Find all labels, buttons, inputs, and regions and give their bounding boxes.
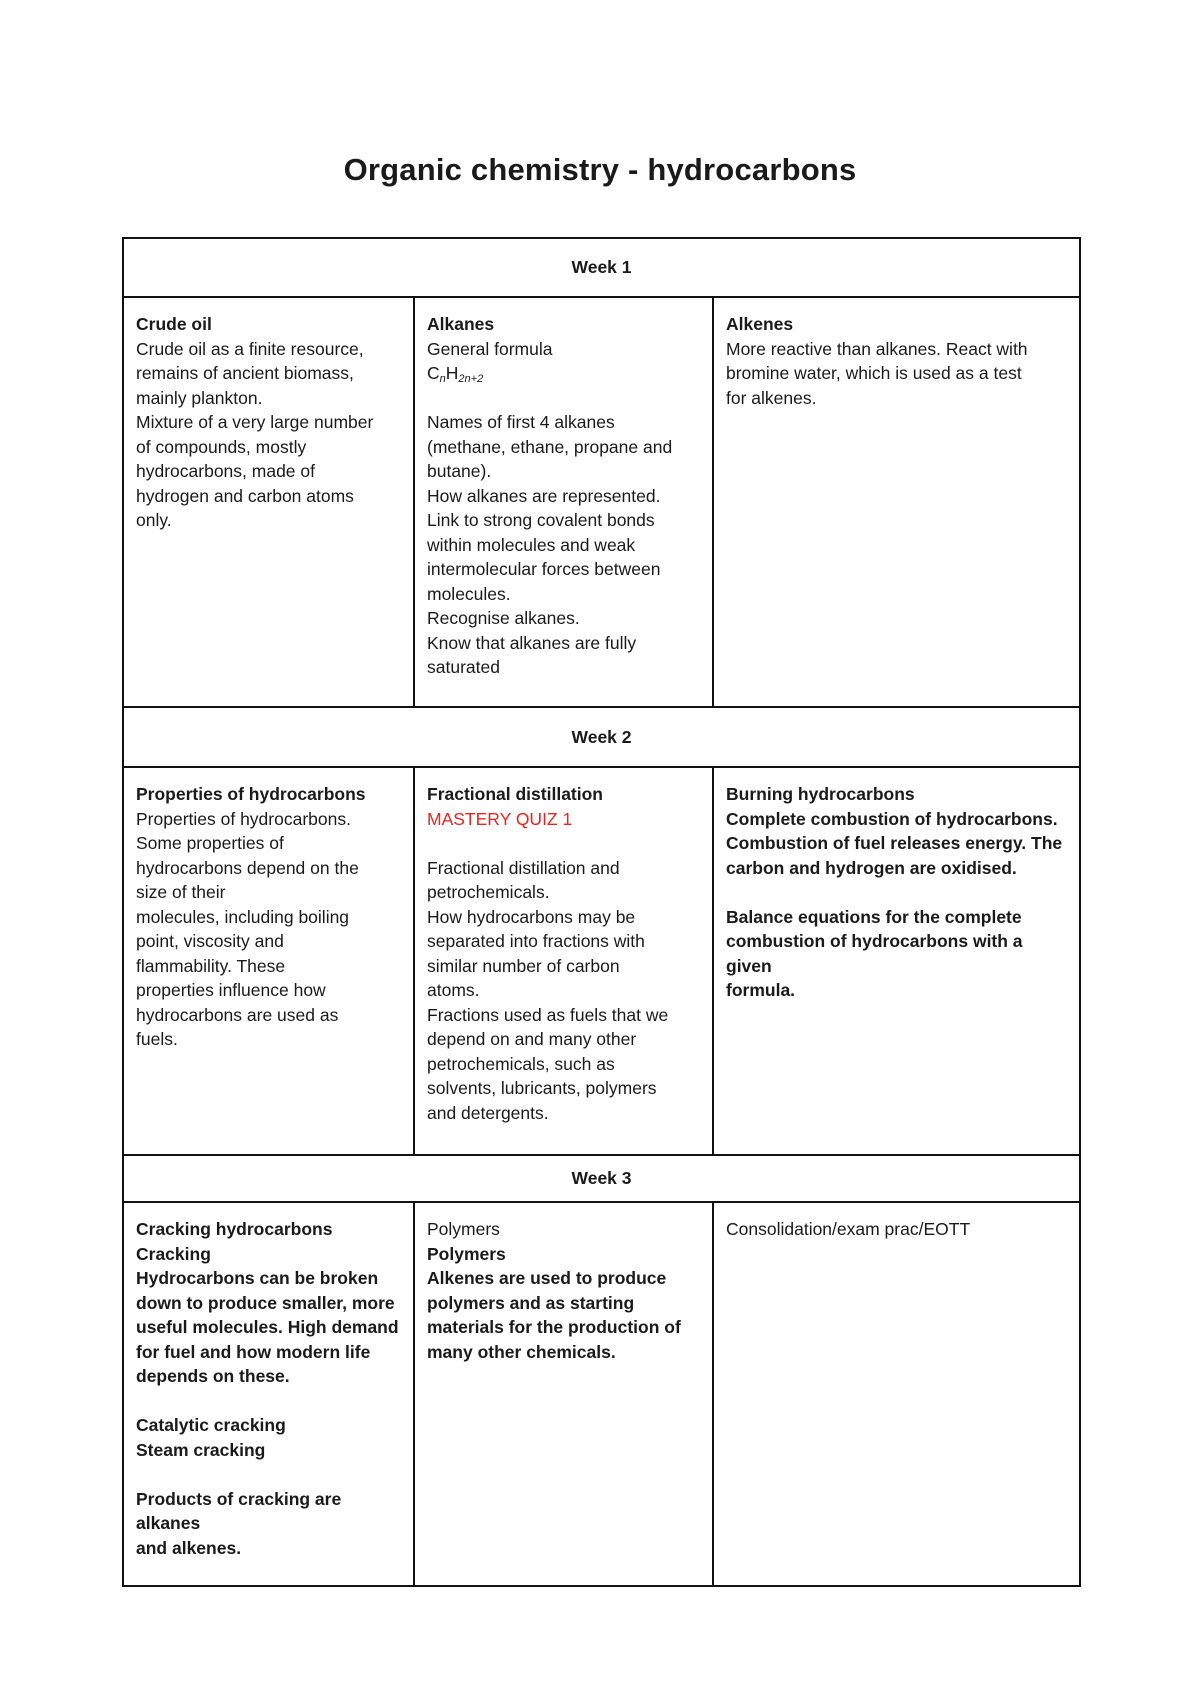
cell-line: intermolecular forces between — [427, 559, 661, 579]
cell-line: Cracking — [136, 1243, 211, 1264]
cell-line: saturated — [427, 657, 500, 677]
cell-line: many other chemicals. — [427, 1341, 616, 1362]
cell-line: for alkenes. — [726, 387, 817, 408]
week-2-content-row — [123, 767, 1080, 1155]
cell-line: Combustion of fuel releases energy. The — [726, 833, 1063, 853]
cell-line: (methane, ethane, propane and — [427, 436, 673, 457]
cell-line: and detergents. — [427, 1102, 549, 1123]
cell-line: molecules, including boiling — [136, 906, 350, 927]
cell-polymers — [414, 1202, 713, 1586]
week-1-label: Week 1 — [123, 238, 1080, 297]
cell-line: atoms. — [427, 980, 480, 1000]
cell-line: Complete combustion of hydrocarbons. — [726, 808, 1058, 829]
week-2-header-row — [123, 707, 1080, 767]
cell-line: solvents, lubricants, polymers — [427, 1078, 657, 1098]
cell-line: Alkenes are used to produce — [427, 1268, 667, 1288]
cell-heading: Properties of hydrocarbons — [136, 784, 366, 804]
cell-line: materials for the production of — [427, 1317, 681, 1337]
cell-heading: Polymers — [427, 1219, 500, 1239]
cell-line: and alkenes. — [136, 1537, 242, 1558]
cell-line: only. — [136, 510, 172, 530]
cell-line: Names of first 4 alkanes — [427, 412, 615, 432]
cell-line: bromine water, which is used as a test — [726, 363, 1022, 383]
cell-line: Steam cracking — [136, 1439, 266, 1460]
cell-line: More reactive than alkanes. React with — [726, 338, 1028, 359]
cell-line: similar number of carbon — [427, 955, 620, 976]
blank-line — [136, 1462, 403, 1487]
cell-line: separated into fractions with — [427, 931, 645, 951]
formula-c-subscript: n — [439, 373, 446, 385]
cell-line: Link to strong covalent bonds — [427, 510, 655, 530]
formula-h-subscript: 2n+2 — [458, 373, 484, 385]
cell-line: combustion of hydrocarbons with a given — [726, 931, 1023, 976]
cell-line: useful molecules. High demand — [136, 1317, 399, 1337]
cell-line: How hydrocarbons may be — [427, 906, 636, 927]
cell-line: hydrocarbons are used as — [136, 1004, 339, 1025]
week-3-content-row — [123, 1202, 1080, 1586]
cell-heading: Burning hydrocarbons — [726, 784, 915, 804]
cell-alkenes — [713, 297, 1080, 707]
formula-c: C — [427, 363, 440, 383]
mastery-quiz-label: MASTERY QUIZ 1 — [427, 808, 573, 829]
blank-line — [427, 831, 702, 856]
cell-line: Hydrocarbons can be broken — [136, 1268, 379, 1288]
cell-line: Products of cracking are alkanes — [136, 1488, 342, 1533]
cell-burning-hydrocarbons — [713, 767, 1080, 1155]
cell-heading: Cracking hydrocarbons — [136, 1219, 333, 1239]
cell-cracking-hydrocarbons — [123, 1202, 414, 1586]
cell-line: hydrocarbons, made of — [136, 461, 315, 481]
cell-heading: Crude oil — [136, 314, 212, 334]
cell-line: down to produce smaller, more — [136, 1292, 395, 1313]
week-1-header-row — [123, 238, 1080, 297]
cell-line: Fractional distillation and — [427, 857, 620, 878]
blank-line — [427, 386, 702, 411]
cell-line: hydrocarbons depend on the — [136, 857, 359, 878]
cell-fractional-distillation — [414, 767, 713, 1155]
cell-line: mainly plankton. — [136, 387, 263, 408]
cell-line: properties influence how — [136, 980, 326, 1000]
cell-line: flammability. These — [136, 955, 286, 976]
cell-line: within molecules and weak — [427, 534, 636, 555]
cell-line: Balance equations for the complete — [726, 906, 1022, 927]
cell-line: Recognise alkanes. — [427, 608, 580, 628]
cell-heading: Consolidation/exam prac/EOTT — [726, 1219, 971, 1239]
cell-line: molecules. — [427, 583, 511, 604]
cell-line: for fuel and how modern life — [136, 1341, 371, 1362]
formula-h: H — [445, 363, 459, 383]
cell-line: carbon and hydrogen are oxidised. — [726, 857, 1017, 878]
formula-label: General formula — [427, 338, 553, 359]
cell-line: size of their — [136, 882, 226, 902]
cell-line: petrochemicals, such as — [427, 1053, 615, 1074]
cell-line: formula. — [726, 980, 796, 1000]
week-2-label: Week 2 — [123, 707, 1080, 767]
cell-line: Some properties of — [136, 833, 284, 853]
blank-line — [726, 880, 1069, 905]
blank-line — [136, 1389, 403, 1414]
cell-alkanes — [414, 297, 713, 707]
cell-heading: Alkenes — [726, 314, 794, 334]
cell-consolidation — [713, 1202, 1080, 1586]
week-1-content-row — [123, 297, 1080, 707]
cell-heading: Fractional distillation — [427, 784, 603, 804]
cell-crude-oil — [123, 297, 414, 707]
cell-line: fuels. — [136, 1029, 178, 1049]
cell-line: point, viscosity and — [136, 931, 284, 951]
cell-line: How alkanes are represented. — [427, 485, 661, 506]
cell-line: depends on these. — [136, 1366, 290, 1386]
cell-line: remains of ancient biomass, — [136, 363, 354, 383]
general-formula — [427, 361, 702, 386]
cell-line: Catalytic cracking — [136, 1415, 286, 1435]
cell-line: Polymers — [427, 1243, 506, 1264]
cell-heading: Alkanes — [427, 314, 495, 334]
cell-line: depend on and many other — [427, 1029, 637, 1049]
week-3-label: Week 3 — [123, 1155, 1080, 1202]
cell-line: Know that alkanes are fully — [427, 632, 637, 653]
cell-line: Mixture of a very large number — [136, 412, 374, 432]
cell-line: Crude oil as a finite resource, — [136, 338, 364, 359]
cell-line: butane). — [427, 461, 492, 481]
curriculum-table — [122, 237, 1081, 1587]
cell-line: Properties of hydrocarbons. — [136, 808, 351, 829]
cell-properties-of-hydrocarbons — [123, 767, 414, 1155]
week-3-header-row — [123, 1155, 1080, 1202]
cell-line: petrochemicals. — [427, 882, 550, 902]
cell-line: of compounds, mostly — [136, 436, 307, 457]
cell-line: Fractions used as fuels that we — [427, 1004, 669, 1025]
cell-line: hydrogen and carbon atoms — [136, 485, 354, 506]
page-title: Organic chemistry - hydrocarbons — [343, 152, 857, 187]
cell-line: polymers and as starting — [427, 1292, 635, 1313]
